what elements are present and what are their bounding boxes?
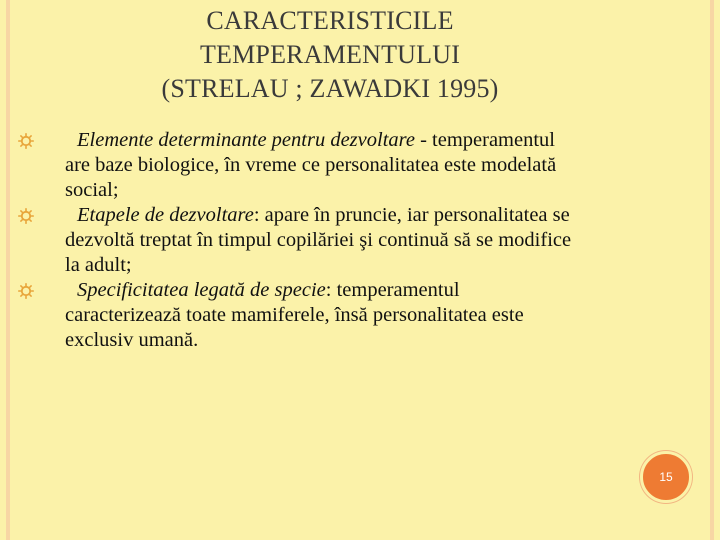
bullet-item [18,203,578,278]
bullet-lead: Etapele de dezvoltare [77,204,254,226]
bullet-lead: Elemente determinante pentru dezvoltare [77,129,415,151]
bullet-lead: Specificitatea legată de specie [77,279,326,301]
bullet-item [18,128,578,203]
sun-icon [18,283,34,299]
bullet-text [65,203,578,278]
page-number: 15 [659,470,673,484]
bullet-text [65,278,578,353]
title-line-3: (STRELAU ; ZAWADKI 1995) [161,74,499,103]
bullet-rest: : apare în pruncie, iar personalitatea se dezvoltă treptat în timpul copilăriei şi continuă să se modifice la adult; [65,204,572,276]
bullet-text [65,128,578,203]
left-border-stripe [6,0,10,540]
sun-icon [18,133,34,149]
bullet-item [18,278,578,353]
slide-title [40,4,620,106]
page-number-badge [640,451,692,503]
sun-icon [18,208,34,224]
title-line-1: CARACTERISTICILE [206,6,454,35]
bullet-list [18,128,578,353]
title-line-2: TEMPERAMENTULUI [199,40,461,69]
right-border-stripe [710,0,714,540]
bullet-rest: - temperamentul are baze biologice, în vreme ce personalitatea este modelată social; [65,129,557,201]
bullet-rest: : temperamentul caracterizează toate mamiferele, însă personalitatea este exclusiv umană. [65,279,524,351]
